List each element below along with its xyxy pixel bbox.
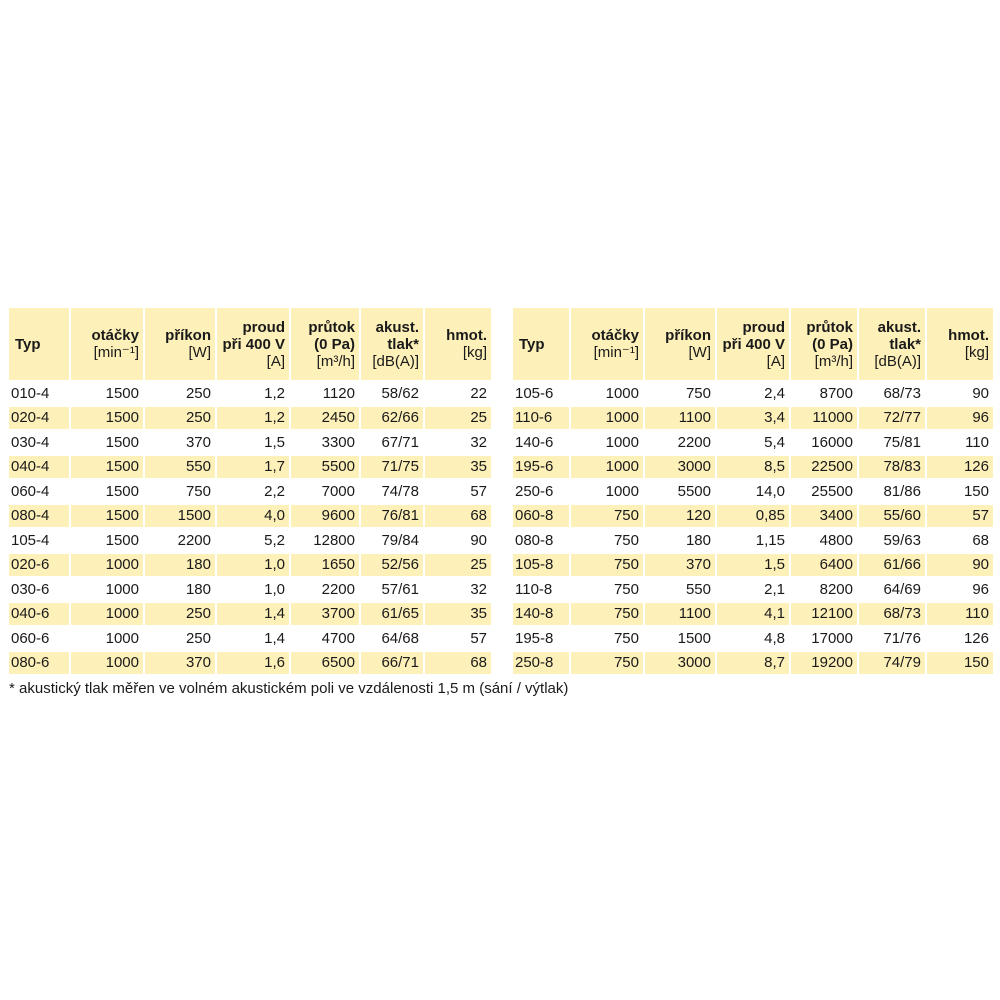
- cell-weight: 90: [927, 554, 993, 577]
- cell-sound-pressure: 52/56: [361, 554, 423, 577]
- cell-rpm: 1000: [71, 603, 143, 626]
- cell-sound-pressure: 75/81: [859, 431, 925, 454]
- cell-airflow: 16000: [791, 431, 857, 454]
- cell-rpm: 1000: [571, 382, 643, 405]
- cell-weight: 57: [425, 627, 491, 650]
- cell-type: 195-6: [513, 456, 569, 479]
- cell-power: 3000: [645, 456, 715, 479]
- header-weight: [425, 308, 491, 380]
- header-sound-pressure: [859, 308, 925, 380]
- cell-rpm: 1500: [71, 480, 143, 503]
- header-unit: [A]: [266, 352, 285, 370]
- cell-current: 1,5: [717, 554, 789, 577]
- header-unit: [m³/h]: [316, 352, 355, 370]
- header-title: příkon: [165, 327, 211, 344]
- cell-rpm: 1000: [571, 480, 643, 503]
- header-row: [9, 308, 491, 380]
- cell-rpm: 1500: [71, 529, 143, 552]
- cell-power: 250: [145, 407, 215, 430]
- cell-rpm: 750: [571, 554, 643, 577]
- cell-sound-pressure: 71/76: [859, 627, 925, 650]
- cell-type: 060-8: [513, 505, 569, 528]
- cell-power: 250: [145, 603, 215, 626]
- cell-type: 105-8: [513, 554, 569, 577]
- cell-sound-pressure: 61/66: [859, 554, 925, 577]
- header-unit: [min⁻¹]: [93, 344, 139, 361]
- table-row: [513, 505, 993, 528]
- cell-airflow: 5500: [291, 456, 359, 479]
- cell-type: 060-4: [9, 480, 69, 503]
- header-current: [217, 308, 289, 380]
- cell-current: 1,2: [217, 382, 289, 405]
- cell-power: 180: [145, 578, 215, 601]
- table-row: [513, 480, 993, 503]
- table-row: [9, 407, 491, 430]
- header-unit: [dB(A)]: [874, 352, 921, 370]
- cell-type: 110-6: [513, 407, 569, 430]
- cell-power: 550: [145, 456, 215, 479]
- cell-weight: 110: [927, 431, 993, 454]
- header-title: průtok (0 Pa): [308, 318, 355, 353]
- cell-airflow: 12800: [291, 529, 359, 552]
- cell-sound-pressure: 74/78: [361, 480, 423, 503]
- header-title: proud při 400 V: [222, 318, 285, 353]
- cell-airflow: 1650: [291, 554, 359, 577]
- cell-type: 140-6: [513, 431, 569, 454]
- cell-weight: 32: [425, 578, 491, 601]
- cell-type: 020-6: [9, 554, 69, 577]
- cell-airflow: 6500: [291, 652, 359, 675]
- cell-sound-pressure: 81/86: [859, 480, 925, 503]
- cell-airflow: 25500: [791, 480, 857, 503]
- cell-current: 14,0: [717, 480, 789, 503]
- header-title: akust. tlak*: [877, 318, 921, 353]
- table-row: [513, 456, 993, 479]
- header-title: akust. tlak*: [375, 318, 419, 353]
- cell-weight: 68: [927, 529, 993, 552]
- cell-current: 2,2: [217, 480, 289, 503]
- cell-type: 250-6: [513, 480, 569, 503]
- table-body: [9, 382, 491, 674]
- cell-type: 040-6: [9, 603, 69, 626]
- cell-type: 080-4: [9, 505, 69, 528]
- cell-current: 1,2: [217, 407, 289, 430]
- cell-current: 1,0: [217, 554, 289, 577]
- cell-power: 1100: [645, 603, 715, 626]
- cell-rpm: 1500: [71, 407, 143, 430]
- header-power: [645, 308, 715, 380]
- cell-airflow: 9600: [291, 505, 359, 528]
- table-row: [9, 554, 491, 577]
- header-power: [145, 308, 215, 380]
- cell-weight: 32: [425, 431, 491, 454]
- table-row: [513, 431, 993, 454]
- cell-current: 1,5: [217, 431, 289, 454]
- cell-power: 370: [145, 652, 215, 675]
- cell-power: 250: [145, 627, 215, 650]
- cell-sound-pressure: 76/81: [361, 505, 423, 528]
- cell-type: 030-4: [9, 431, 69, 454]
- cell-type: 110-8: [513, 578, 569, 601]
- table-row: [9, 578, 491, 601]
- cell-power: 750: [645, 382, 715, 405]
- table-body: [513, 382, 993, 674]
- table-row: [513, 382, 993, 405]
- cell-power: 180: [645, 529, 715, 552]
- table-row: [513, 603, 993, 626]
- cell-airflow: 3700: [291, 603, 359, 626]
- cell-sound-pressure: 64/68: [361, 627, 423, 650]
- table-row: [9, 652, 491, 675]
- cell-airflow: 2450: [291, 407, 359, 430]
- table-row: [513, 652, 993, 675]
- cell-type: 140-8: [513, 603, 569, 626]
- header-airflow: [291, 308, 359, 380]
- cell-rpm: 750: [571, 505, 643, 528]
- cell-weight: 68: [425, 652, 491, 675]
- cell-rpm: 750: [571, 627, 643, 650]
- cell-power: 250: [145, 382, 215, 405]
- cell-airflow: 3400: [791, 505, 857, 528]
- table-row: [9, 505, 491, 528]
- cell-rpm: 1500: [71, 505, 143, 528]
- table-row: [9, 431, 491, 454]
- cell-airflow: 2200: [291, 578, 359, 601]
- cell-weight: 90: [927, 382, 993, 405]
- cell-weight: 57: [425, 480, 491, 503]
- cell-type: 250-8: [513, 652, 569, 675]
- header-title: hmot.: [446, 327, 487, 344]
- table-row: [513, 407, 993, 430]
- cell-power: 2200: [145, 529, 215, 552]
- header-sound-pressure: [361, 308, 423, 380]
- cell-weight: 35: [425, 603, 491, 626]
- cell-airflow: 3300: [291, 431, 359, 454]
- cell-type: 060-6: [9, 627, 69, 650]
- cell-weight: 68: [425, 505, 491, 528]
- cell-sound-pressure: 74/79: [859, 652, 925, 675]
- header-rpm: [71, 308, 143, 380]
- cell-power: 750: [145, 480, 215, 503]
- cell-weight: 90: [425, 529, 491, 552]
- cell-current: 1,0: [217, 578, 289, 601]
- cell-current: 4,8: [717, 627, 789, 650]
- cell-power: 2200: [645, 431, 715, 454]
- cell-sound-pressure: 62/66: [361, 407, 423, 430]
- header-rpm: [571, 308, 643, 380]
- cell-sound-pressure: 64/69: [859, 578, 925, 601]
- cell-current: 1,4: [217, 627, 289, 650]
- cell-power: 120: [645, 505, 715, 528]
- header-title: Typ: [15, 335, 41, 353]
- cell-type: 105-6: [513, 382, 569, 405]
- cell-airflow: 22500: [791, 456, 857, 479]
- header-unit: [min⁻¹]: [593, 344, 639, 361]
- cell-type: 080-8: [513, 529, 569, 552]
- header-unit: [W]: [188, 344, 211, 361]
- header-title: otáčky: [591, 327, 639, 344]
- cell-sound-pressure: 55/60: [859, 505, 925, 528]
- cell-power: 3000: [645, 652, 715, 675]
- cell-rpm: 1000: [71, 652, 143, 675]
- cell-airflow: 8200: [791, 578, 857, 601]
- cell-current: 1,15: [717, 529, 789, 552]
- cell-power: 550: [645, 578, 715, 601]
- cell-rpm: 1000: [71, 554, 143, 577]
- cell-weight: 22: [425, 382, 491, 405]
- cell-rpm: 1000: [71, 627, 143, 650]
- cell-type: 010-4: [9, 382, 69, 405]
- cell-current: 1,6: [217, 652, 289, 675]
- header-current: [717, 308, 789, 380]
- cell-airflow: 12100: [791, 603, 857, 626]
- cell-sound-pressure: 78/83: [859, 456, 925, 479]
- header-airflow: [791, 308, 857, 380]
- cell-rpm: 1000: [71, 578, 143, 601]
- cell-power: 180: [145, 554, 215, 577]
- cell-type: 105-4: [9, 529, 69, 552]
- cell-current: 2,4: [717, 382, 789, 405]
- cell-rpm: 1000: [571, 431, 643, 454]
- cell-sound-pressure: 71/75: [361, 456, 423, 479]
- cell-power: 1100: [645, 407, 715, 430]
- cell-airflow: 6400: [791, 554, 857, 577]
- cell-power: 370: [145, 431, 215, 454]
- cell-current: 4,0: [217, 505, 289, 528]
- cell-sound-pressure: 67/71: [361, 431, 423, 454]
- cell-rpm: 1500: [71, 382, 143, 405]
- cell-power: 1500: [145, 505, 215, 528]
- cell-airflow: 1120: [291, 382, 359, 405]
- table-row: [513, 554, 993, 577]
- cell-current: 5,2: [217, 529, 289, 552]
- header-title: otáčky: [91, 327, 139, 344]
- cell-rpm: 750: [571, 578, 643, 601]
- cell-current: 1,7: [217, 456, 289, 479]
- table-row: [9, 529, 491, 552]
- cell-sound-pressure: 57/61: [361, 578, 423, 601]
- cell-sound-pressure: 61/65: [361, 603, 423, 626]
- cell-current: 0,85: [717, 505, 789, 528]
- cell-type: 195-8: [513, 627, 569, 650]
- cell-airflow: 4800: [791, 529, 857, 552]
- cell-current: 8,5: [717, 456, 789, 479]
- spec-table-left: [7, 306, 493, 676]
- cell-rpm: 1500: [71, 431, 143, 454]
- cell-rpm: 1500: [71, 456, 143, 479]
- header-unit: [A]: [766, 352, 785, 370]
- cell-airflow: 8700: [791, 382, 857, 405]
- cell-rpm: 750: [571, 652, 643, 675]
- header-unit: [kg]: [964, 344, 989, 361]
- cell-current: 3,4: [717, 407, 789, 430]
- header-row: [513, 308, 993, 380]
- cell-sound-pressure: 68/73: [859, 603, 925, 626]
- cell-sound-pressure: 59/63: [859, 529, 925, 552]
- cell-sound-pressure: 66/71: [361, 652, 423, 675]
- header-title: příkon: [665, 327, 711, 344]
- cell-weight: 96: [927, 407, 993, 430]
- cell-type: 080-6: [9, 652, 69, 675]
- table-row: [9, 456, 491, 479]
- cell-current: 2,1: [717, 578, 789, 601]
- header-unit: [m³/h]: [814, 352, 853, 370]
- header-title: průtok (0 Pa): [806, 318, 853, 353]
- table-row: [513, 578, 993, 601]
- cell-airflow: 11000: [791, 407, 857, 430]
- cell-current: 8,7: [717, 652, 789, 675]
- header-type: [513, 308, 569, 380]
- cell-airflow: 19200: [791, 652, 857, 675]
- cell-sound-pressure: 79/84: [361, 529, 423, 552]
- cell-sound-pressure: 68/73: [859, 382, 925, 405]
- header-weight: [927, 308, 993, 380]
- cell-sound-pressure: 72/77: [859, 407, 925, 430]
- cell-rpm: 750: [571, 603, 643, 626]
- cell-weight: 126: [927, 456, 993, 479]
- cell-current: 1,4: [217, 603, 289, 626]
- cell-current: 5,4: [717, 431, 789, 454]
- cell-rpm: 1000: [571, 407, 643, 430]
- cell-power: 5500: [645, 480, 715, 503]
- header-unit: [kg]: [462, 344, 487, 361]
- cell-weight: 25: [425, 554, 491, 577]
- cell-weight: 150: [927, 652, 993, 675]
- table-row: [9, 480, 491, 503]
- cell-weight: 35: [425, 456, 491, 479]
- cell-airflow: 17000: [791, 627, 857, 650]
- header-title: hmot.: [948, 327, 989, 344]
- cell-type: 040-4: [9, 456, 69, 479]
- cell-sound-pressure: 58/62: [361, 382, 423, 405]
- table-row: [9, 603, 491, 626]
- cell-weight: 25: [425, 407, 491, 430]
- table-row: [9, 382, 491, 405]
- footnote: * akustický tlak měřen ve volném akustickém poli ve vzdálenosti 1,5 m (sání / výtlak): [9, 680, 569, 697]
- cell-weight: 126: [927, 627, 993, 650]
- cell-type: 020-4: [9, 407, 69, 430]
- header-type: [9, 308, 69, 380]
- spec-table-right: [511, 306, 995, 676]
- cell-rpm: 750: [571, 529, 643, 552]
- header-unit: [W]: [688, 344, 711, 361]
- header-title: Typ: [519, 335, 545, 353]
- table-row: [9, 627, 491, 650]
- cell-current: 4,1: [717, 603, 789, 626]
- cell-rpm: 1000: [571, 456, 643, 479]
- cell-airflow: 7000: [291, 480, 359, 503]
- cell-type: 030-6: [9, 578, 69, 601]
- cell-power: 1500: [645, 627, 715, 650]
- cell-weight: 57: [927, 505, 993, 528]
- header-title: proud při 400 V: [722, 318, 785, 353]
- cell-weight: 110: [927, 603, 993, 626]
- header-unit: [dB(A)]: [372, 352, 419, 370]
- table-row: [513, 627, 993, 650]
- cell-weight: 96: [927, 578, 993, 601]
- table-row: [513, 529, 993, 552]
- cell-weight: 150: [927, 480, 993, 503]
- cell-airflow: 4700: [291, 627, 359, 650]
- cell-power: 370: [645, 554, 715, 577]
